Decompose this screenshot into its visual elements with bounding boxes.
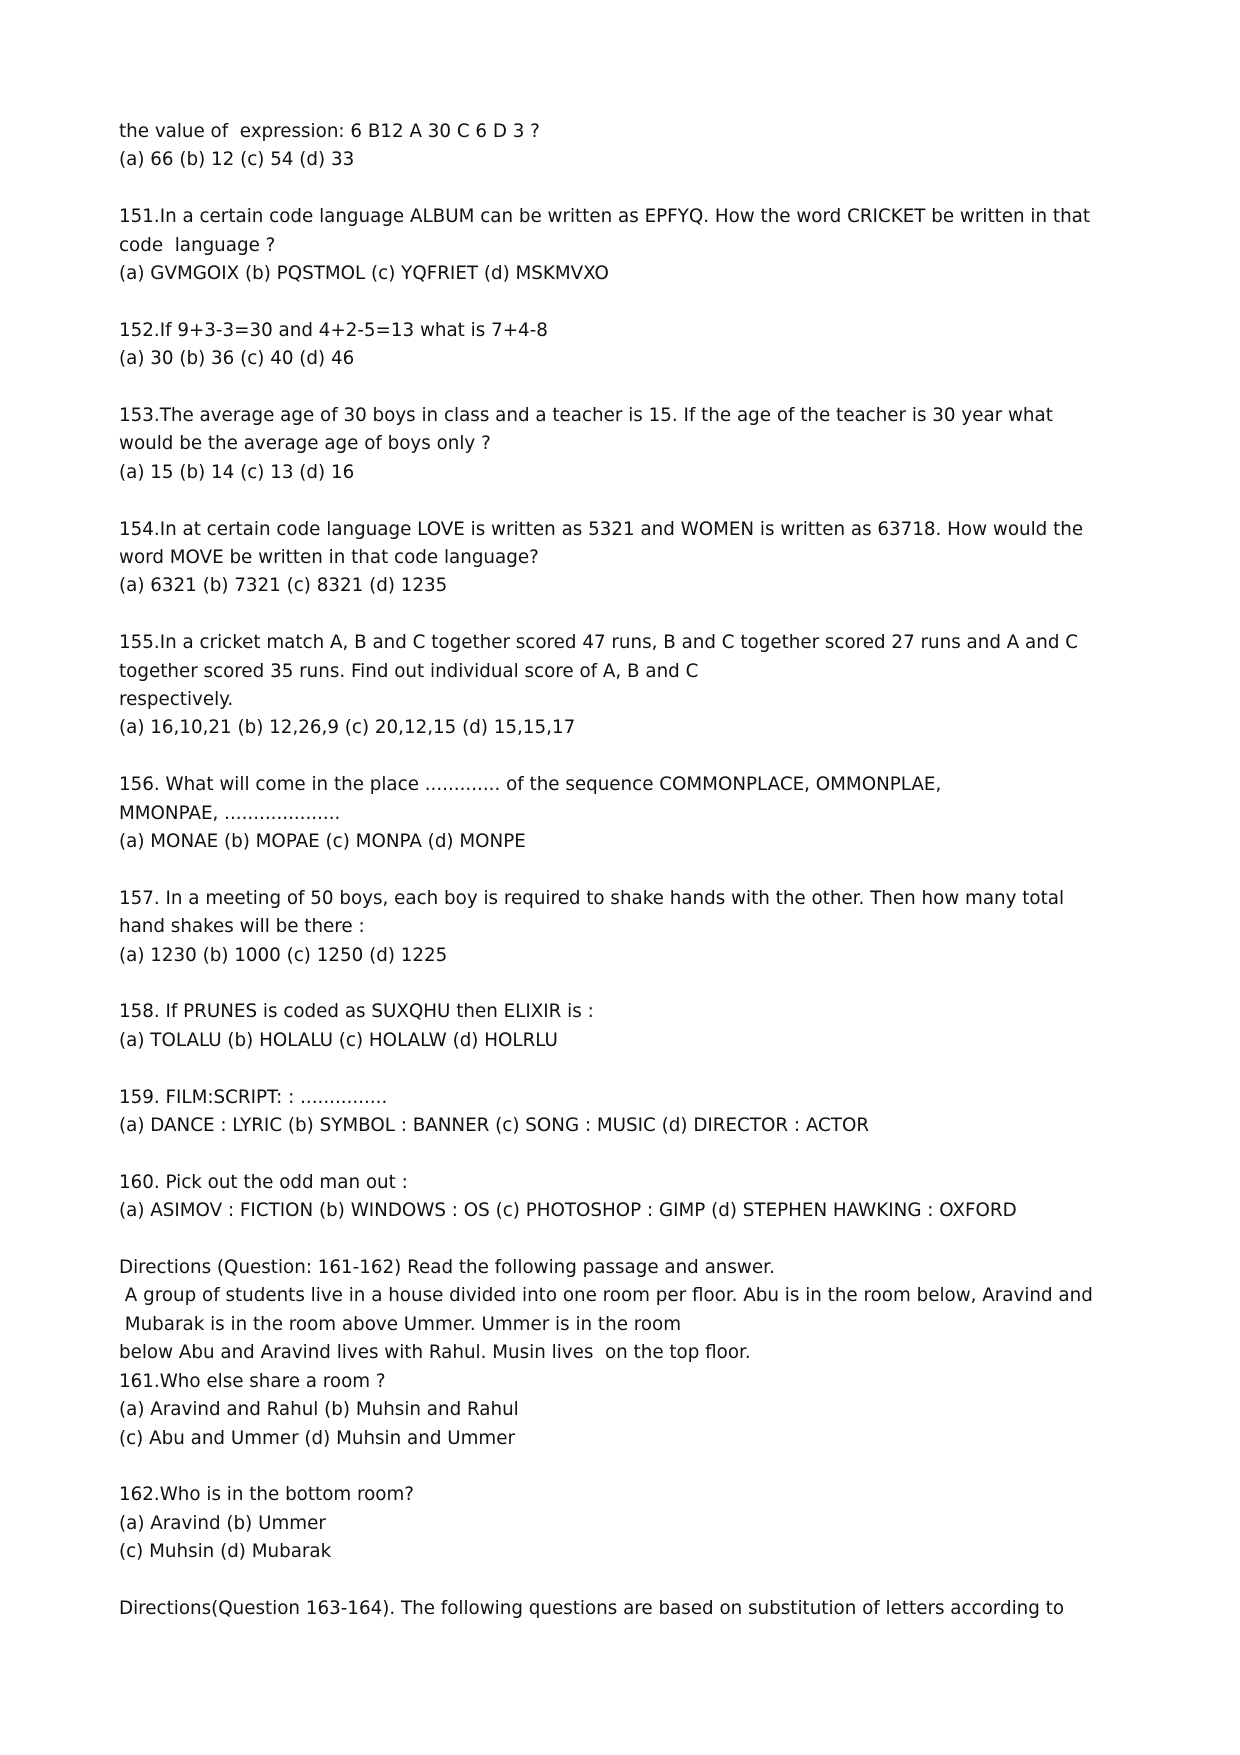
- answer-options: (a) ASIMOV : FICTION (b) WINDOWS : OS (c) PHOTOSHOP : GIMP (d) STEPHEN HAWKING : OXFORD: [119, 1200, 1017, 1222]
- question-text: respectively.: [119, 689, 234, 711]
- question-text: hand shakes will be there :: [119, 916, 365, 938]
- question-157: [119, 885, 1129, 970]
- passage-text: A group of students live in a house divided into one room per floor. Abu is in the room below, Aravind and: [119, 1285, 1093, 1307]
- question-text: word MOVE be written in that code language?: [119, 547, 539, 569]
- answer-options: (c) Abu and Ummer (d) Muhsin and Ummer: [119, 1427, 516, 1449]
- question-text: 154.In at certain code language LOVE is written as 5321 and WOMEN is written as 63718. How would the: [119, 518, 1084, 540]
- question-text: 158. If PRUNES is coded as SUXQHU then ELIXIR is :: [119, 1001, 594, 1023]
- directions-heading: Directions (Question: 161-162) Read the following passage and answer.: [119, 1257, 775, 1279]
- question-text: 161.Who else share a room ?: [119, 1370, 386, 1392]
- passage-text: Mubarak is in the room above Ummer. Ummer is in the room: [119, 1313, 682, 1335]
- question-text: 159. FILM:SCRIPT: : ...............: [119, 1086, 388, 1108]
- directions-heading: Directions(Question 163-164). The following questions are based on substitution of letters according to: [119, 1597, 1065, 1619]
- question-151: [119, 203, 1129, 288]
- question-152: [119, 317, 1129, 374]
- document-page: [119, 118, 1129, 1623]
- answer-options: (a) TOLALU (b) HOLALU (c) HOLALW (d) HOLRLU: [119, 1029, 558, 1051]
- question-text: code language ?: [119, 234, 276, 256]
- question-text: would be the average age of boys only ?: [119, 433, 491, 455]
- question-text: 157. In a meeting of 50 boys, each boy is required to shake hands with the other. Then how many total: [119, 887, 1065, 909]
- answer-options: (a) Aravind (b) Ummer: [119, 1512, 326, 1534]
- question-text: 160. Pick out the odd man out :: [119, 1171, 408, 1193]
- answer-options: (a) Aravind and Rahul (b) Muhsin and Rahul: [119, 1399, 519, 1421]
- question-158: [119, 998, 1129, 1055]
- question-156: [119, 771, 1129, 856]
- question-text: MMONPAE, ....................: [119, 802, 341, 824]
- question-text: together scored 35 runs. Find out individual score of A, B and C: [119, 660, 699, 682]
- question-text: 153.The average age of 30 boys in class and a teacher is 15. If the age of the teacher is 30 year what: [119, 405, 1053, 427]
- question-text: 155.In a cricket match A, B and C together scored 47 runs, B and C together scored 27 runs and A and C: [119, 632, 1079, 654]
- question-153: [119, 402, 1129, 487]
- directions-163-164: [119, 1595, 1129, 1623]
- answer-options: (a) GVMGOIX (b) PQSTMOL (c) YQFRIET (d) MSKMVXO: [119, 263, 609, 285]
- question-162: [119, 1481, 1129, 1566]
- answer-options: (a) 30 (b) 36 (c) 40 (d) 46: [119, 348, 355, 370]
- question-text: 156. What will come in the place ............. of the sequence COMMONPLACE, OMMONPLAE,: [119, 774, 942, 796]
- question-text: 162.Who is in the bottom room?: [119, 1484, 414, 1506]
- question-160: [119, 1169, 1129, 1226]
- answer-options: (a) 16,10,21 (b) 12,26,9 (c) 20,12,15 (d) 15,15,17: [119, 717, 576, 739]
- passage-text: below Abu and Aravind lives with Rahul. Musin lives on the top floor.: [119, 1342, 751, 1364]
- question-150-tail: [119, 118, 1129, 175]
- answer-options: (a) 66 (b) 12 (c) 54 (d) 33: [119, 149, 355, 171]
- answer-options: (c) Muhsin (d) Mubarak: [119, 1541, 332, 1563]
- answer-options: (a) 1230 (b) 1000 (c) 1250 (d) 1225: [119, 944, 448, 966]
- question-text: the value of expression: 6 B12 A 30 C 6 D 3 ?: [119, 121, 540, 142]
- question-text: 151.In a certain code language ALBUM can be written as EPFYQ. How the word CRICKET be written in that: [119, 206, 1091, 228]
- answer-options: (a) DANCE : LYRIC (b) SYMBOL : BANNER (c) SONG : MUSIC (d) DIRECTOR : ACTOR: [119, 1115, 870, 1137]
- answer-options: (a) 15 (b) 14 (c) 13 (d) 16: [119, 461, 355, 483]
- directions-161-162: [119, 1254, 1129, 1453]
- answer-options: (a) MONAE (b) MOPAE (c) MONPA (d) MONPE: [119, 831, 526, 853]
- question-155: [119, 629, 1129, 743]
- question-154: [119, 516, 1129, 601]
- answer-options: (a) 6321 (b) 7321 (c) 8321 (d) 1235: [119, 575, 448, 597]
- question-159: [119, 1084, 1129, 1141]
- question-text: 152.If 9+3-3=30 and 4+2-5=13 what is 7+4-8: [119, 319, 548, 341]
